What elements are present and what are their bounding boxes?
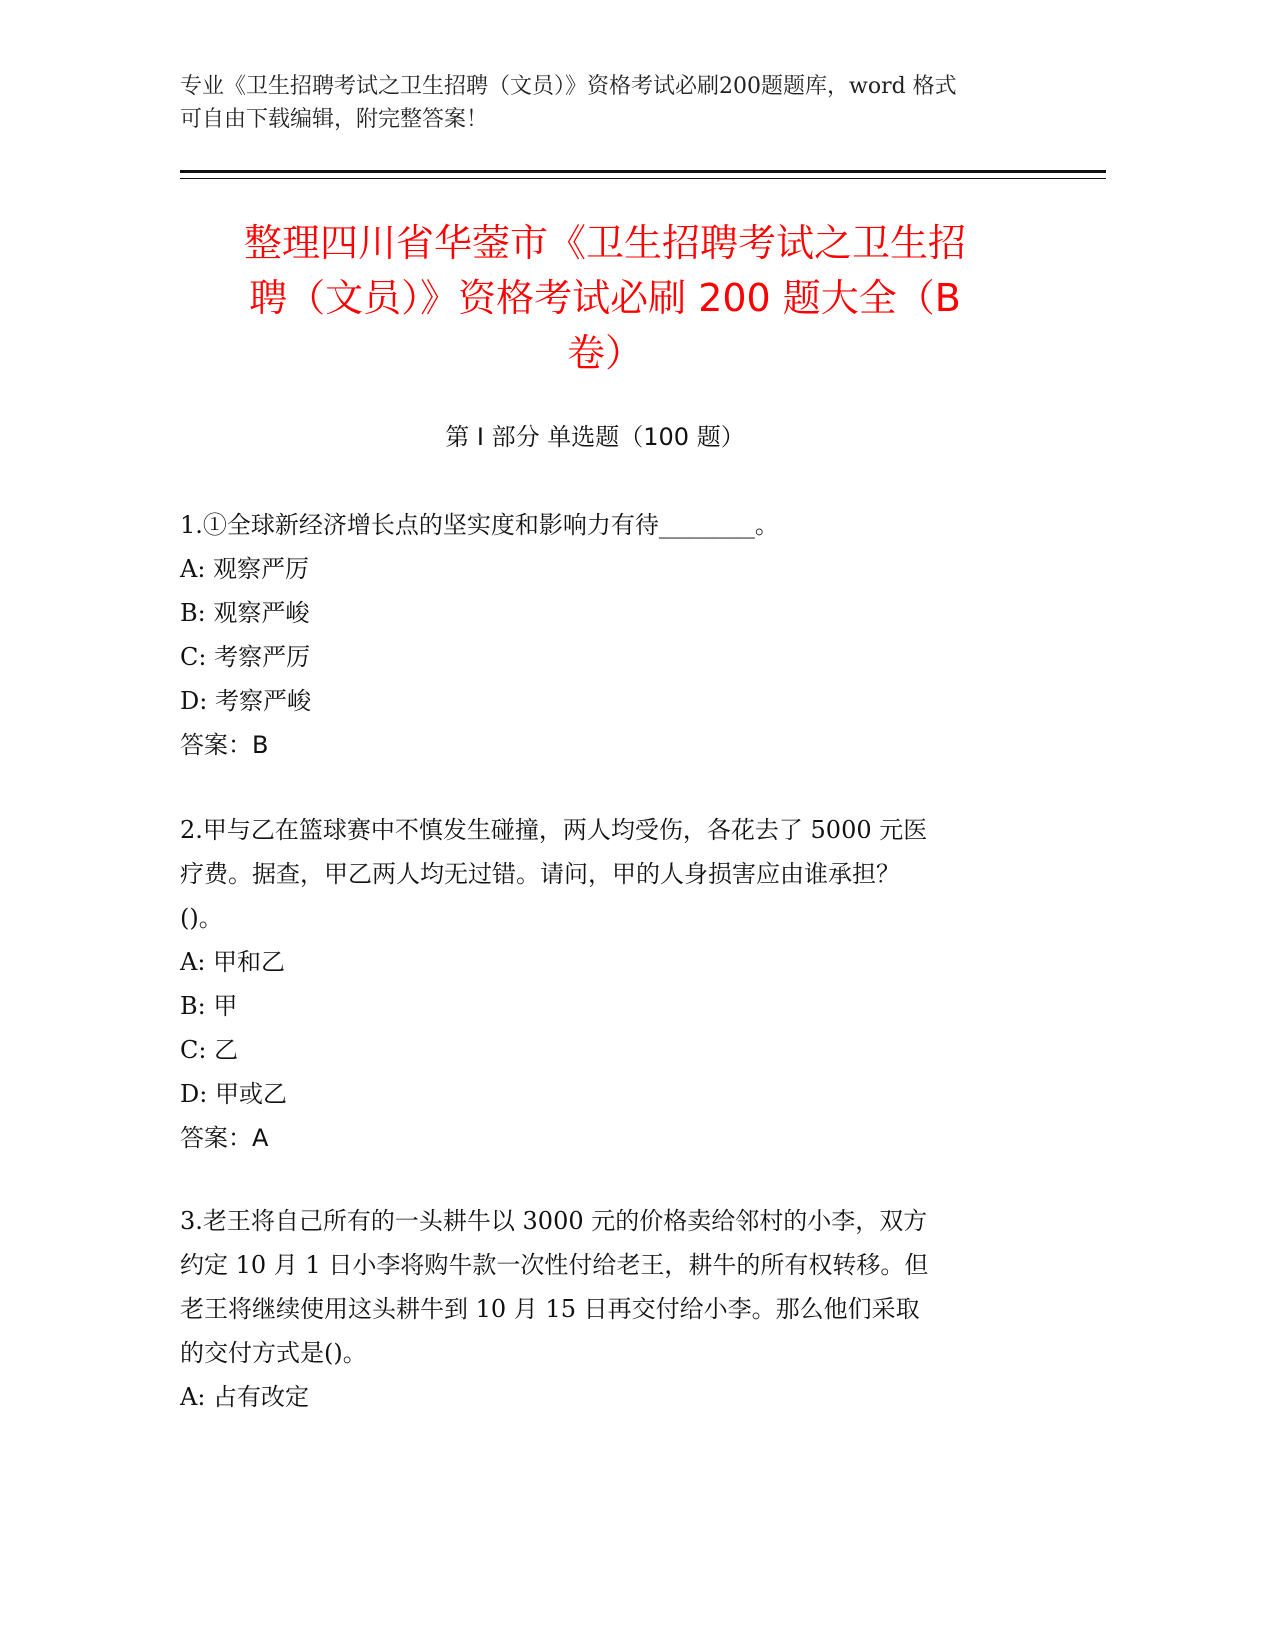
answer: 答案：B bbox=[180, 731, 269, 759]
title-line: 卷） bbox=[566, 331, 643, 375]
question-3 bbox=[180, 1199, 1040, 1419]
question-stem-line: 3.老王将自己所有的一头耕牛以 3000 元的价格卖给邻村的小李，双方 bbox=[180, 1207, 928, 1235]
question-stem bbox=[180, 808, 1040, 940]
header-note-line: 专业《卫生招聘考试之卫生招聘（文员）》资格考试必刷200题题库，word 格式 bbox=[180, 74, 957, 99]
title-line: 整理四川省华蓥市《卫生招聘考试之卫生招 bbox=[243, 221, 966, 265]
question-stem-line: 的交付方式是()。 bbox=[180, 1339, 367, 1367]
question-stem bbox=[180, 1199, 1040, 1375]
option-c: C: 考察严厉 bbox=[180, 643, 311, 671]
option-a: A: 占有改定 bbox=[180, 1383, 310, 1411]
question-2 bbox=[180, 808, 1040, 1160]
option-d: D: 考察严峻 bbox=[180, 687, 311, 715]
option-b: B: 观察严峻 bbox=[180, 599, 310, 627]
question-stem-line: ()。 bbox=[180, 904, 223, 932]
question-stem bbox=[180, 503, 1040, 547]
section-title: 第 I 部分 单选题（100 题） bbox=[445, 423, 745, 451]
answer: 答案：A bbox=[180, 1124, 269, 1152]
question-stem-line: 约定 10 月 1 日小李将购牛款一次性付给老王，耕牛的所有权转移。但 bbox=[180, 1251, 929, 1279]
question-stem-line: 疗费。据查，甲乙两人均无过错。请问，甲的人身损害应由谁承担？ bbox=[180, 860, 900, 888]
header-note bbox=[180, 70, 1020, 136]
header-divider-thick bbox=[180, 170, 1106, 173]
option-d: D: 甲或乙 bbox=[180, 1080, 287, 1108]
title-line: 聘（文员）》资格考试必刷 200 题大全（B bbox=[249, 276, 961, 320]
document-title bbox=[175, 216, 1035, 381]
header-note-line: 可自由下载编辑，附完整答案！ bbox=[180, 107, 489, 132]
question-stem-line: 1.①全球新经济增长点的坚实度和影响力有待________。 bbox=[180, 511, 779, 539]
option-a: A: 观察严厉 bbox=[180, 555, 310, 583]
question-stem-line: 老王将继续使用这头耕牛到 10 月 15 日再交付给小李。那么他们采取 bbox=[180, 1295, 920, 1323]
header-divider-thin bbox=[180, 178, 1106, 179]
question-1 bbox=[180, 503, 1040, 767]
option-b: B: 甲 bbox=[180, 992, 238, 1020]
option-c: C: 乙 bbox=[180, 1036, 239, 1064]
question-stem-line: 2.甲与乙在篮球赛中不慎发生碰撞，两人均受伤，各花去了 5000 元医 bbox=[180, 816, 928, 844]
option-a: A: 甲和乙 bbox=[180, 948, 286, 976]
